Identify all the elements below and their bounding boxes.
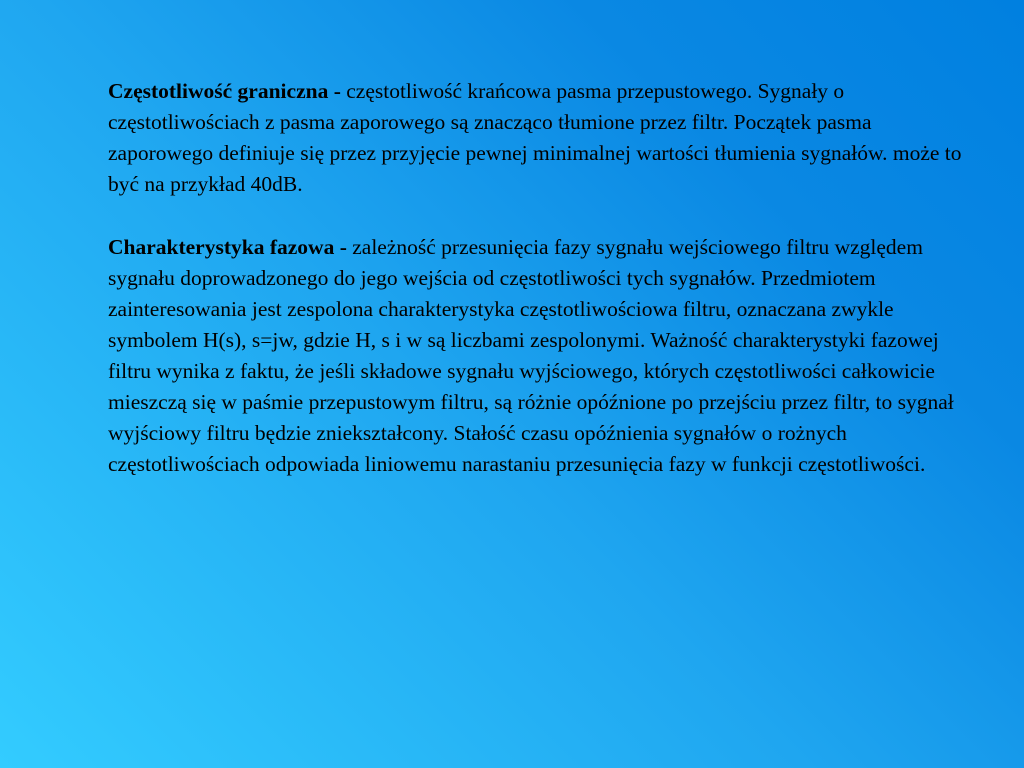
paragraph-phase-response: [108, 232, 968, 480]
term-phase-response: Charakterystyka fazowa -: [108, 235, 347, 259]
slide-content: [108, 76, 968, 512]
paragraph-cutoff-frequency: [108, 76, 968, 200]
definition-cutoff-frequency: częstotliwość krańcowa pasma przepustowego. Sygnały o częstotliwościach z pasma zaporowego są znacząco tłumione przez filtr. Początek pasma zaporowego definiuje się przez przyjęcie pewnej minimalnej wartości tłumienia sygnałów. może to być na przykład 40dB.: [108, 79, 962, 196]
definition-phase-response: zależność przesunięcia fazy sygnału wejściowego filtru względem sygnału doprowadzonego do jego wejścia od częstotliwości tych sygnałów. Przedmiotem zainteresowania jest zespolona charakterystyka częstotliwościowa filtru, oznaczana zwykle symbolem H(s), s=jw, gdzie H, s i w są liczbami zespolonymi. Ważność charakterystyki fazowej filtru wynika z faktu, że jeśli składowe sygnału wyjściowego, których częstotliwości całkowicie mieszczą się w paśmie przepustowym filtru, są różnie opóźnione po przejściu przez filtr, to sygnał wyjściowy filtru będzie zniekształcony. Stałość czasu opóźnienia sygnałów o rożnych częstotliwościach odpowiada liniowemu narastaniu przesunięcia fazy w funkcji częstotliwości.: [108, 235, 954, 476]
term-cutoff-frequency: Częstotliwość graniczna -: [108, 79, 341, 103]
